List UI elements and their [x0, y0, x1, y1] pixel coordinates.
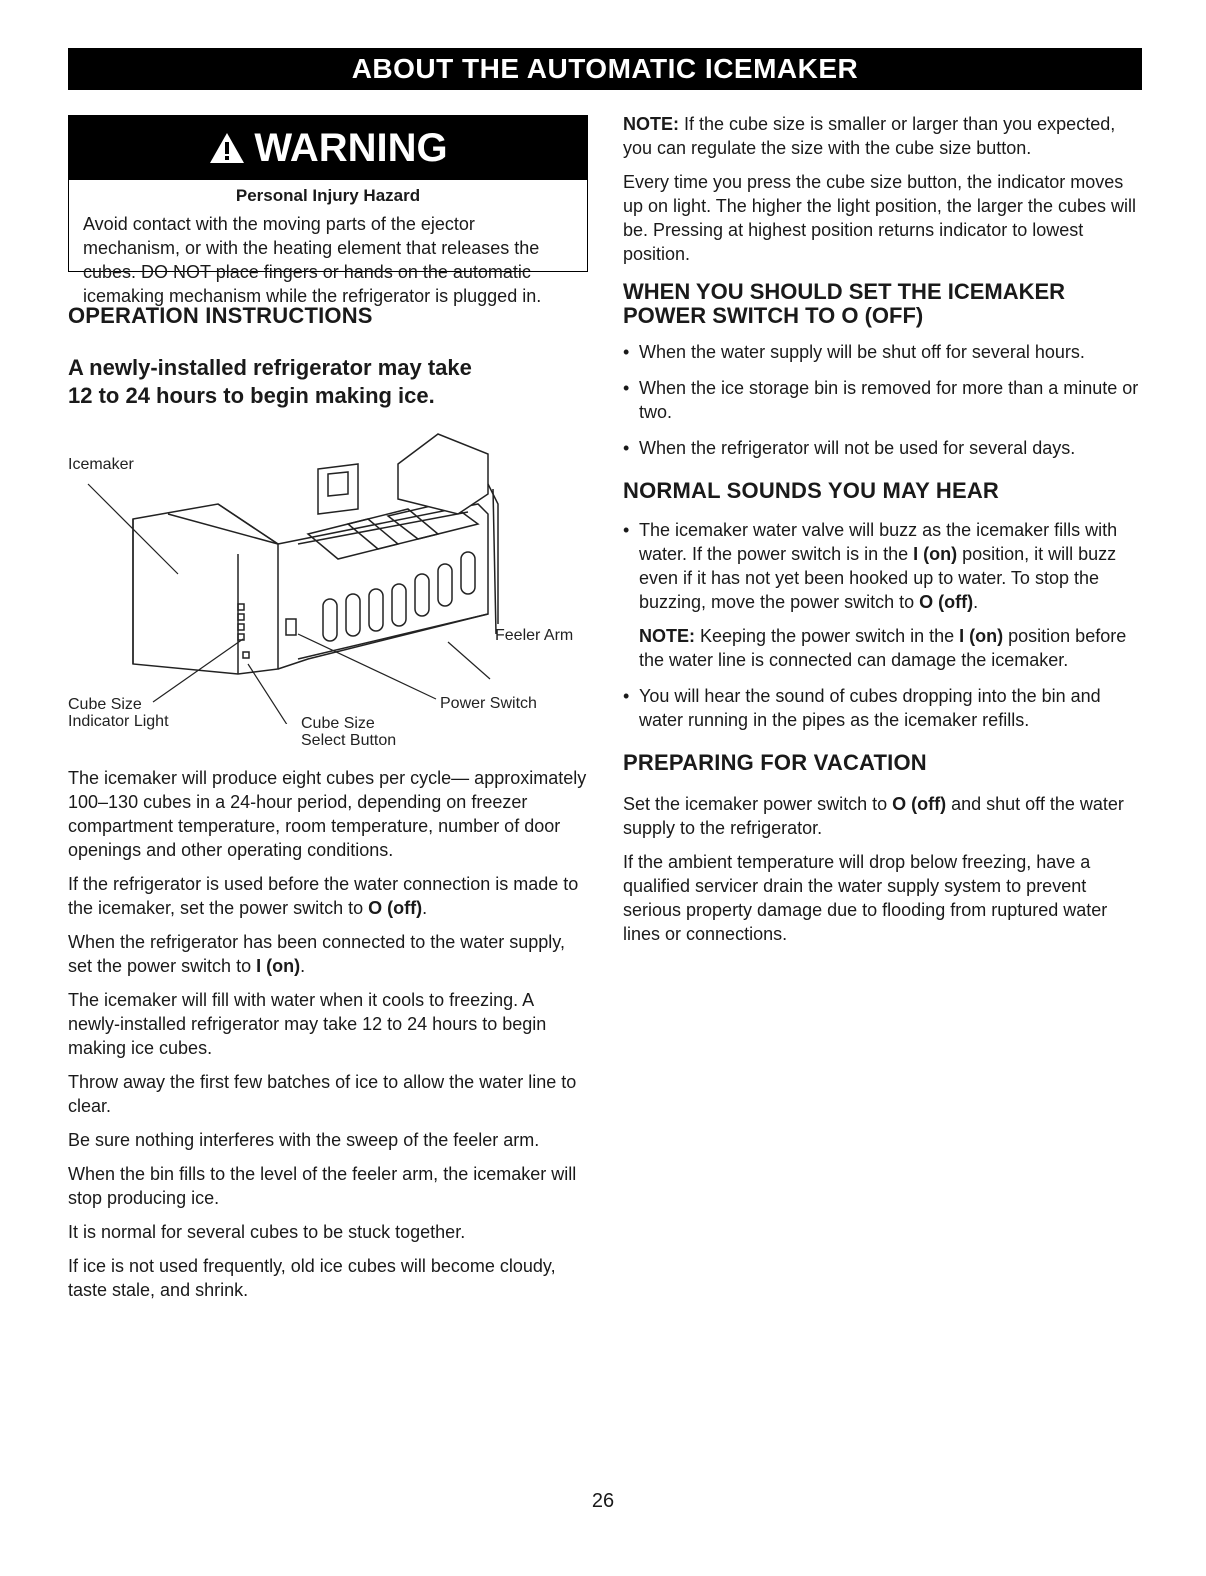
list-item [623, 518, 1143, 672]
label-feeler-arm: Feeler Arm [495, 627, 574, 644]
heading-normal-sounds: NORMAL SOUNDS YOU MAY HEAR [623, 478, 999, 503]
page-number: 26 [591, 1490, 615, 1512]
paragraph-bin-fills: When the bin fills to the level of the feeler arm, the icemaker will stop producing ice. [68, 1164, 577, 1208]
warning-box [68, 115, 588, 306]
paragraph-cloudy: If ice is not used frequently, old ice cubes will become cloudy, taste stale, and shrink. [68, 1256, 556, 1300]
newly-installed-line1: A newly-installed refrigerator may take [68, 355, 472, 380]
warning-subtitle: Personal Injury Hazard [235, 186, 421, 205]
list-item: • When the water supply will be shut off for several hours. [623, 340, 1143, 364]
paragraph-stuck: It is normal for several cubes to be stuck together. [68, 1222, 466, 1242]
label-power-switch: Power Switch [440, 695, 537, 712]
label-cube-size-button-2: Select Button [301, 732, 397, 749]
label-icemaker: Icemaker [68, 456, 134, 473]
newly-installed-line2: 12 to 24 hours to begin making ice. [68, 383, 435, 408]
operation-heading: OPERATION INSTRUCTIONS [68, 303, 373, 328]
page-banner: ABOUT THE AUTOMATIC ICEMAKER [68, 48, 1142, 90]
when-list [623, 340, 1143, 460]
left-column [68, 115, 588, 1312]
icemaker-figure [68, 424, 588, 749]
sound-valve: • The icemaker water valve will buzz as the icemaker fills with water. If the power switch is in the I (on) position, it will buzz even if it has not yet been hooked up to water. To stop the buzzing, move the power switch to O (off). [639, 520, 1118, 612]
paragraph-before-connection: If the refrigerator is used before the water connection is made to the icemaker, set the power switch to O (off). [68, 874, 579, 918]
note-power-switch: NOTE: Keeping the power switch in the I (on) position before the water line is connected can damage the icemaker. [639, 626, 1127, 670]
warning-triangle-icon [208, 131, 246, 165]
sounds-list [623, 518, 1143, 732]
list-item: • When the refrigerator will not be used for several days. [623, 436, 1143, 460]
list-item: • You will hear the sound of cubes dropping into the bin and water running in the pipes as the icemaker refills. [623, 684, 1143, 732]
label-cube-size-indicator-2: Indicator Light [68, 713, 169, 730]
warning-title: WARNING [254, 125, 448, 170]
warning-text: Avoid contact with the moving parts of the ejector mechanism, or with the heating element that releases the cubes. DO NOT place fingers or hands on the automatic icemaking mechanism while the refrigerator is plugged in. [83, 214, 542, 306]
left-body [68, 766, 588, 1302]
paragraph-vacation-2: If the ambient temperature will drop below freezing, have a qualified servicer drain the water supply system to prevent serious property damage due to flooding from ruptured water lines or connections. [623, 852, 1108, 944]
paragraph-feeler-sweep: Be sure nothing interferes with the sweep of the feeler arm. [68, 1130, 540, 1150]
heading-vacation: PREPARING FOR VACATION [623, 750, 927, 775]
icemaker-illustration [68, 424, 588, 724]
paragraph-throw-away: Throw away the first few batches of ice to allow the water line to clear. [68, 1072, 577, 1116]
paragraph-cycle: The icemaker will produce eight cubes per cycle— approximately 100–130 cubes in a 24-hour period, depending on freezer compartment temperature, room temperature, number of door openings and other operating conditions. [68, 768, 587, 860]
paragraph-connected: When the refrigerator has been connected to the water supply, set the power switch to I (on). [68, 932, 565, 976]
right-column [623, 112, 1143, 956]
heading-when-line2: POWER SWITCH TO O (OFF) [623, 303, 924, 328]
paragraph-fill: The icemaker will fill with water when it cools to freezing. A newly-installed refrigerator may take 12 to 24 hours to begin making ice cubes. [68, 990, 547, 1058]
paragraph-vacation-1: Set the icemaker power switch to O (off) and shut off the water supply to the refrigerator. [623, 794, 1124, 838]
list-item: • When the ice storage bin is removed for more than a minute or two. [623, 376, 1143, 424]
label-cube-size-indicator-1: Cube Size [68, 696, 142, 713]
heading-when-line1: WHEN YOU SHOULD SET THE ICEMAKER [623, 279, 1066, 304]
paragraph-every-time: Every time you press the cube size button, the indicator moves up on light. The higher the light position, the larger the cubes will be. Pressing at highest position returns indicator to lowest position. [623, 172, 1136, 264]
warning-header [69, 116, 587, 180]
label-cube-size-button-1: Cube Size [301, 715, 375, 732]
note-cube-size: NOTE: If the cube size is smaller or larger than you expected, you can regulate the size with the cube size button. [623, 114, 1116, 158]
